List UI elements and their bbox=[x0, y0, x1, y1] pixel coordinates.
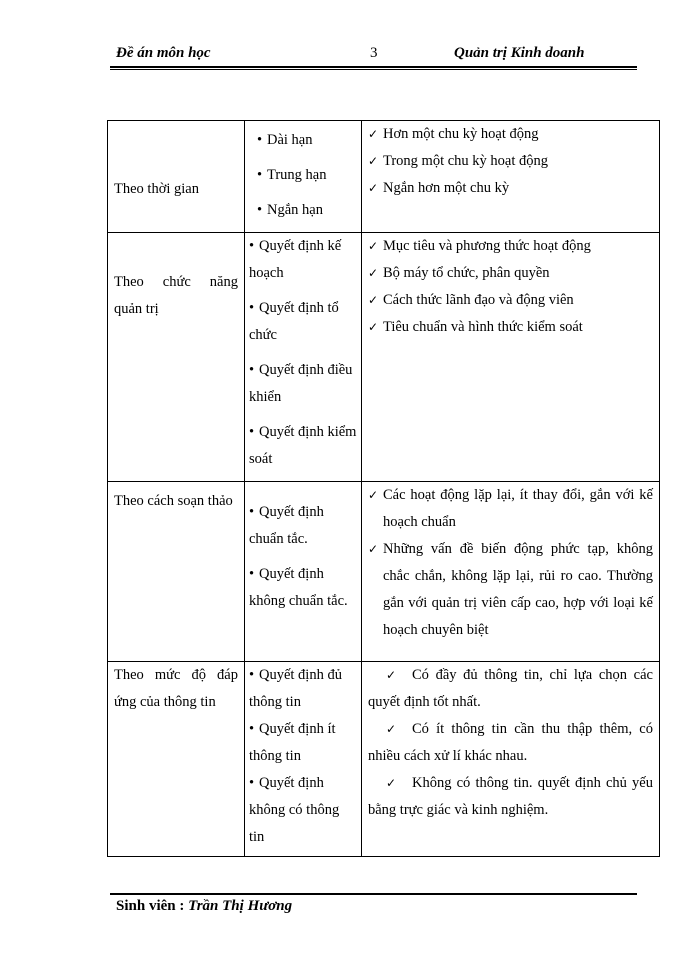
list-item: ✓ Trong một chu kỳ hoạt động bbox=[368, 148, 653, 175]
bullet-icon: • bbox=[257, 132, 263, 148]
list-item: • Quyết định chuẩn tắc. bbox=[249, 499, 357, 553]
list-item: • Quyết định điều khiển bbox=[249, 357, 357, 411]
category-label: Theo chức năng quản trị bbox=[114, 274, 238, 317]
category-label: Theo thời gian bbox=[114, 181, 199, 197]
list-item: • Trung hạn bbox=[249, 162, 357, 189]
category-label: Theo mức độ đáp ứng của thông tin bbox=[114, 667, 238, 710]
bullet-icon: • bbox=[257, 167, 263, 183]
descriptions-cell bbox=[362, 233, 660, 482]
list-item: ✓ Hơn một chu kỳ hoạt động bbox=[368, 121, 653, 148]
list-item: ✓ Mục tiêu và phương thức hoạt động bbox=[368, 233, 653, 260]
bullet-icon: • bbox=[249, 362, 255, 378]
types-cell bbox=[245, 233, 362, 482]
list-item: ✓ Các hoạt động lặp lại, ít thay đổi, gắn với kế hoạch chuẩn bbox=[368, 482, 653, 536]
decision-classification-table bbox=[107, 120, 660, 857]
descriptions-cell bbox=[362, 482, 660, 662]
bullet-icon: • bbox=[249, 667, 255, 683]
header-course-title: Đề án môn học bbox=[116, 45, 211, 61]
bullet-icon: • bbox=[249, 300, 255, 316]
list-item: ✓ Có đầy đủ thông tin, chỉ lựa chọn các quyết định tốt nhất. bbox=[368, 667, 653, 710]
header-rule-thin bbox=[110, 69, 637, 70]
bullet-icon: • bbox=[249, 424, 255, 440]
bullet-icon: • bbox=[249, 775, 255, 791]
list-item: • Dài hạn bbox=[249, 127, 357, 154]
footer-label: Sinh viên : bbox=[116, 898, 185, 914]
page-number: 3 bbox=[370, 45, 378, 61]
category-cell bbox=[108, 482, 245, 662]
checkmark-icon: ✓ bbox=[368, 239, 379, 253]
checkmark-icon: ✓ bbox=[368, 127, 379, 141]
types-cell bbox=[245, 662, 362, 857]
category-cell bbox=[108, 662, 245, 857]
list-item: • Ngắn hạn bbox=[249, 197, 357, 224]
bullet-icon: • bbox=[249, 721, 255, 737]
list-item: ✓ Ngắn hơn một chu kỳ bbox=[368, 175, 653, 202]
list-item: ✓ Cách thức lãnh đạo và động viên bbox=[368, 287, 653, 314]
header-subject: Quản trị Kinh doanh bbox=[454, 45, 585, 61]
bullet-icon: • bbox=[249, 504, 255, 520]
descriptions-cell bbox=[362, 662, 660, 857]
table-row bbox=[108, 121, 660, 233]
header-rule bbox=[110, 66, 637, 68]
table-row bbox=[108, 662, 660, 857]
list-item: • Quyết định kế hoạch bbox=[249, 233, 357, 287]
bullet-icon: • bbox=[249, 566, 255, 582]
category-cell bbox=[108, 121, 245, 233]
types-cell bbox=[245, 121, 362, 233]
list-item: • Quyết định ít thông tin bbox=[249, 716, 357, 770]
list-item: • Quyết định tổ chức bbox=[249, 295, 357, 349]
list-item: ✓ Không có thông tin. quyết định chủ yếu bằng trực giác và kinh nghiệm. bbox=[368, 775, 653, 818]
student-name: Trần Thị Hương bbox=[188, 898, 293, 914]
list-item: ✓ Có ít thông tin cần thu thập thêm, có nhiều cách xử lí khác nhau. bbox=[368, 721, 653, 764]
list-item: • Quyết định không có thông tin bbox=[249, 770, 357, 851]
list-item: • Quyết định đủ thông tin bbox=[249, 662, 357, 716]
descriptions-cell bbox=[362, 121, 660, 233]
list-item: ✓ Tiêu chuẩn và hình thức kiểm soát bbox=[368, 314, 653, 341]
footer bbox=[116, 898, 292, 915]
checkmark-icon: ✓ bbox=[368, 542, 379, 556]
checkmark-icon: ✓ bbox=[368, 266, 379, 280]
list-item: • Quyết định không chuẩn tắc. bbox=[249, 561, 357, 615]
list-item: • Quyết định kiểm soát bbox=[249, 419, 357, 473]
checkmark-icon: ✓ bbox=[368, 154, 379, 168]
table-row bbox=[108, 233, 660, 482]
table-row bbox=[108, 482, 660, 662]
list-item: ✓ Bộ máy tổ chức, phân quyền bbox=[368, 260, 653, 287]
checkmark-icon: ✓ bbox=[368, 181, 379, 195]
list-item: ✓ Những vấn đề biến động phức tạp, không chắc chắn, không lặp lại, rủi ro cao. Thường gắn với quản trị viên cấp cao, hợp với loại kế hoạch chuyên biệt bbox=[368, 536, 653, 644]
checkmark-icon: ✓ bbox=[368, 293, 379, 307]
bullet-icon: • bbox=[249, 238, 255, 254]
bullet-icon: • bbox=[257, 202, 263, 218]
category-cell bbox=[108, 233, 245, 482]
checkmark-icon: ✓ bbox=[368, 320, 379, 334]
checkmark-icon: ✓ bbox=[368, 488, 379, 502]
category-label: Theo cách soạn thảo bbox=[114, 493, 233, 509]
types-cell bbox=[245, 482, 362, 662]
footer-rule bbox=[110, 893, 637, 895]
